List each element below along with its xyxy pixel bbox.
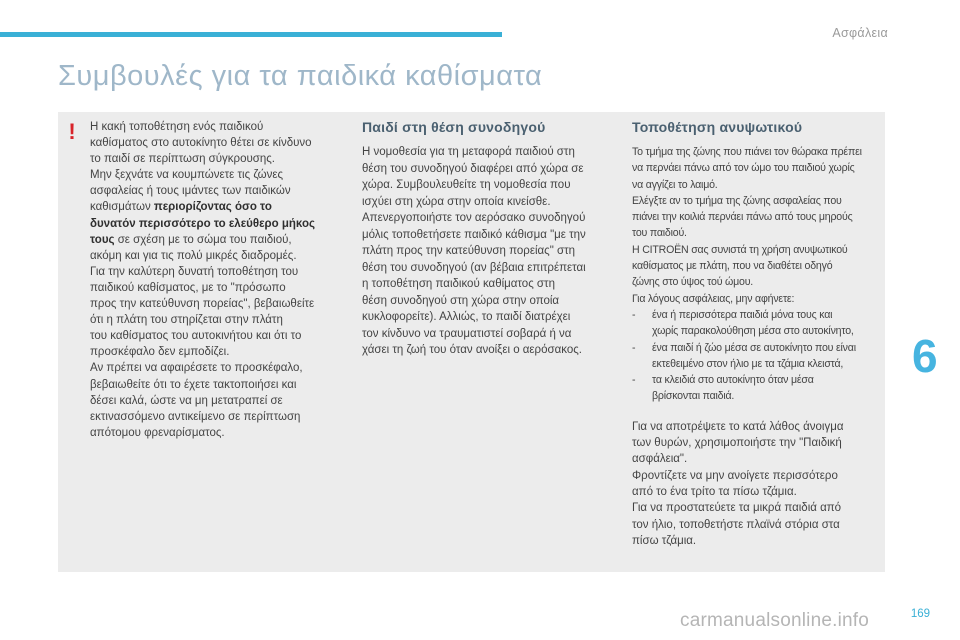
text-line: θέση συνοδηγού στη χώρα στην οποία	[362, 294, 560, 307]
text-line: κυκλοφορείτε). Αλλιώς, το παιδί διατρέχει	[362, 311, 571, 323]
text-line: βρίσκονται παιδιά.	[652, 390, 735, 403]
text-line: ακόμη και για τις πολύ μικρές διαδρομές.	[90, 249, 297, 262]
text-line: Για την καλύτερη δυνατή τοποθέτηση του	[90, 265, 299, 278]
text-line: Το τμήμα της ζώνης που πιάνει τον θώρακα πρέπει	[632, 146, 862, 158]
text-line: Η CITROËN σας συνιστά τη χρήση ανυψωτικού	[632, 243, 848, 256]
text-line: Ελέγξτε αν το τμήμα της ζώνης ασφαλείας που	[632, 194, 842, 207]
text-line: να περνάει πάνω από τον ώμο του παιδιού χωρίς	[632, 162, 855, 175]
section-heading: Τοποθέτηση ανυψωτικού	[632, 119, 803, 135]
text-line	[90, 199, 335, 215]
watermark: carmanualsonline.info	[680, 610, 870, 631]
text-line: να αγγίζει το λαιμό.	[632, 178, 718, 191]
text-line: ένα παιδί ή ζώο μέσα σε αυτοκίνητο που είναι	[652, 341, 856, 354]
text-line: ένα ή περισσότερα παιδιά μόνα τους και	[652, 308, 833, 321]
text-line: εκτινασσόμενο αντικείμενο σε περίπτωση	[90, 410, 301, 423]
text-line: πίσω τζάμια.	[632, 534, 697, 547]
text-line: ασφαλείας ή τους ιμάντες των παιδικών	[90, 185, 291, 198]
section-body-secondary	[632, 419, 882, 549]
text-line: το παιδί σε περίπτωση σύγκρουσης.	[90, 153, 275, 166]
text-fragment: σε σχέση με το σώμα του παιδιού,	[114, 233, 292, 246]
text-line	[90, 232, 335, 248]
text-fragment: καθισμάτων	[90, 201, 151, 214]
text-line: πιάνει την κοιλιά περνάει πάνω από τους μηρούς	[632, 211, 853, 224]
text-line: βεβαιωθείτε ότι το έχετε τακτοποιήσει και	[90, 378, 297, 391]
list-item	[632, 307, 882, 340]
section-heading: Παιδί στη θέση συνοδηγού	[362, 119, 546, 135]
section-label: Ασφάλεια	[832, 26, 888, 40]
text-line: εκτεθειμένο στον ήλιο με τα τζάμια κλειστά,	[652, 357, 844, 370]
text-line: ισχύει στη χώρα στην οποία κινείσθε.	[362, 195, 551, 208]
text-line: θέση του συνοδηγού (αν βέβαια επιτρέπεται	[362, 261, 586, 274]
text-line: Για να αποτρέψετε το κατά λάθος άνοιγμα	[632, 420, 844, 433]
text-line: Μην ξεχνάτε να κουμπώνετε τις ζώνες	[90, 169, 284, 182]
bold-fragment: περιορίζοντας όσο το	[153, 201, 272, 214]
text-line	[90, 216, 335, 232]
text-line: Η νομοθεσία για τη μεταφορά παιδιού στη	[362, 146, 575, 158]
text-line: μόλις τοποθετήσετε παιδικό κάθισμα "με την	[362, 228, 586, 241]
text-line: του καθίσματος του αυτοκινήτου και ότι το	[90, 330, 302, 343]
warning-text	[90, 119, 335, 441]
section-body	[632, 144, 882, 405]
bullet-dash: -	[632, 341, 636, 354]
text-line: προς την κατεύθυνση πορείας", βεβαιωθείτε	[90, 298, 315, 311]
text-line: θέση του συνοδηγού διαφέρει από χώρα σε	[362, 162, 584, 175]
text-line: Για να προστατεύετε τα μικρά παιδιά από	[632, 502, 842, 515]
text-line: από το ένα τρίτο τα πίσω τζάμια.	[632, 485, 797, 498]
page-title: Συμβουλές για τα παιδικά καθίσματα	[58, 60, 543, 92]
list-item	[632, 340, 882, 373]
text-line: καθίσματος με πλάτη, που να διαθέτει οδηγό	[632, 260, 833, 273]
bullet-dash: -	[632, 374, 636, 387]
text-line: προσκέφαλο δεν εμποδίζει.	[90, 346, 230, 359]
text-line: τα κλειδιά στο αυτοκίνητο όταν μέσα	[652, 374, 814, 387]
text-line: τον κίνδυνο να τραυματιστεί σοβαρά ή να	[362, 327, 572, 340]
text-line: Αν πρέπει να αφαιρέσετε το προσκέφαλο,	[90, 362, 303, 375]
bold-fragment: δυνατόν περισσότερο το ελεύθερο μήκος	[90, 217, 315, 230]
page-number: 169	[910, 608, 930, 620]
text-line: δέσει καλά, ώστε να μη μετατραπεί σε	[90, 394, 283, 407]
text-line: χώρα. Συμβουλευθείτε τη νομοθεσία που	[362, 179, 571, 191]
text-line: Φροντίζετε να μην ανοίγετε περισσότερο	[632, 469, 838, 482]
header-accent-bar	[0, 32, 502, 37]
text-line: Η κακή τοποθέτηση ενός παιδικού	[90, 121, 264, 133]
bullet-dash: -	[632, 308, 636, 321]
bold-fragment: τους	[90, 233, 115, 246]
text-line: ότι η πλάτη του στηρίζεται στην πλάτη	[90, 314, 283, 327]
text-line: χωρίς παρακολούθηση μέσα στο αυτοκίνητο,	[652, 325, 854, 338]
chapter-number: 6	[912, 330, 938, 382]
text-line: η τοποθέτηση παιδικού καθίματος στη	[362, 278, 555, 290]
text-line: τον ήλιο, τοποθετήστε πλαϊνά στόρια στα	[632, 518, 840, 531]
exclamation-icon: !	[68, 119, 76, 144]
text-line: Για λόγους ασφάλειας, μην αφήνετε:	[632, 292, 795, 305]
text-line: ασφάλεια".	[632, 453, 688, 466]
text-line: των θυρών, χρησιμοποιήστε την "Παιδική	[632, 437, 842, 450]
list-item	[632, 372, 882, 405]
text-line: Απενεργοποιήστε τον αερόσακο συνοδηγού	[362, 212, 586, 224]
text-line: καθίσματος στο αυτοκίνητο θέτει σε κίνδυνο	[90, 137, 312, 150]
text-line: πλάτη προς την κατεύθυνση πορείας" στη	[362, 245, 576, 257]
section-body	[362, 144, 612, 359]
text-line: χάσει τη ζωή του όταν ανοίξει ο αερόσακος.	[362, 344, 582, 356]
driver-seat-section	[362, 119, 612, 359]
text-line: ζώνης στο ύψος τού ώμου.	[632, 276, 754, 289]
text-line: απότομου φρεναρίσματος.	[90, 426, 225, 439]
text-line: παιδικού καθίσματος, με το "πρόσωπο	[90, 281, 286, 294]
text-line: του παιδιού.	[632, 227, 687, 240]
booster-seat-section	[632, 119, 882, 549]
